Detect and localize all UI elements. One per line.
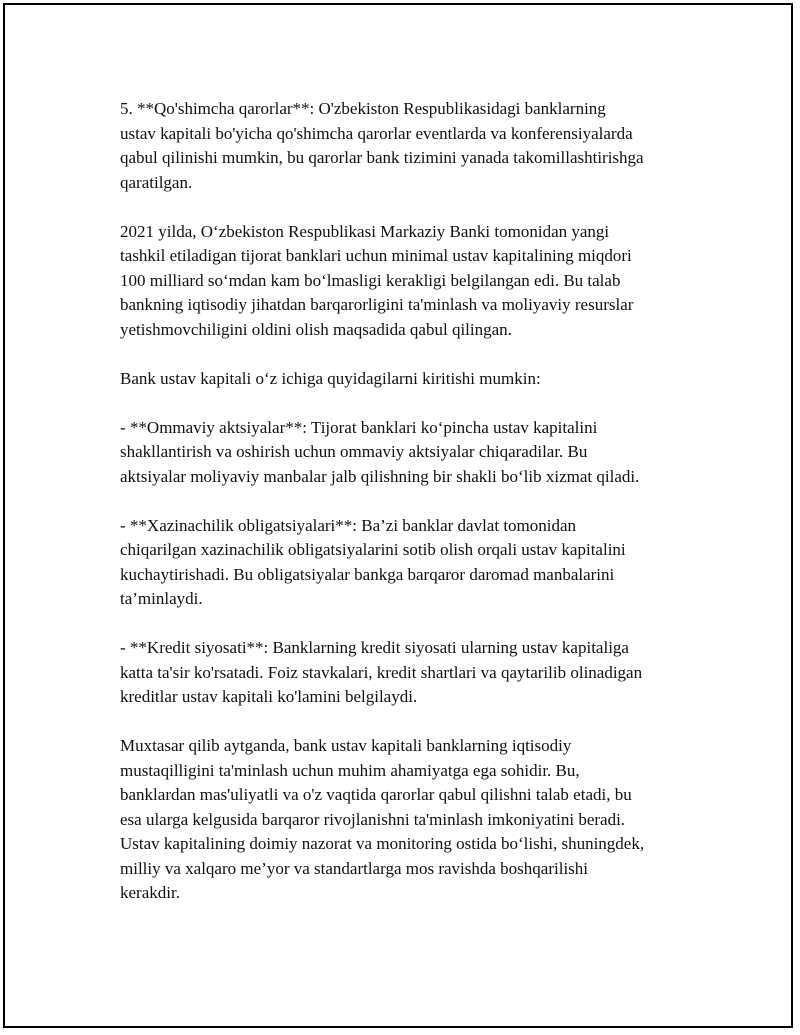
list-item-credit-policy: - **Kredit siyosati**: Banklarning kredit siyosati ularning ustav kapitaliga katta ta'sir ko'rsatadi. Foiz stavkalari, kredit shartlari va qaytarilib olinadigan kreditlar ustav kapitali ko'lamini belgilaydi.	[120, 638, 643, 706]
list-item-public-shares: - **Ommaviy aktsiyalar**: Tijorat banklari ko‘pincha ustav kapitalini shakllantirish va oshirish uchun ommaviy aktsiyalar chiqaradilar. Bu aktsiyalar moliyaviy manbalar jalb qilishning bir shakli bo‘lib xizmat qiladi.	[120, 417, 640, 486]
document-body	[120, 97, 695, 930]
paragraph-capital-components-intro: Bank ustav kapitali o‘z ichiga quyidagilarni kiritishi mumkin:	[120, 368, 541, 388]
paragraph-minimum-capital-2021: 2021 yilda, O‘zbekiston Respublikasi Markaziy Banki tomonidan yangi tashkil etiladigan tijorat banklari uchun minimal ustav kapitalining miqdori 100 milliard so‘mdan kam bo‘lmasligi kerakligi belgilangan edi. Bu talab bankning iqtisodiy jihatdan barqarorligini ta'minlash va moliyaviy resurslar yetishmovchiligini oldini olish maqsadida qabul qilingan.	[120, 221, 634, 339]
paragraph-additional-decisions: 5. **Qo'shimcha qarorlar**: O'zbekiston Respublikasidagi banklarning ustav kapitali bo'yicha qo'shimcha qarorlar eventlarda va konferensiyalarda qabul qilinishi mumkin, bu qarorlar bank tizimini yanada takomillashtirishga qaratilgan.	[120, 99, 644, 192]
list-item-treasury-bonds: - **Xazinachilik obligatsiyalari**: Ba’zi banklar davlat tomonidan chiqarilgan xazinachilik obligatsiyalarini sotib olish orqali ustav kapitalini kuchaytirishadi. Bu obligatsiyalar bankga barqaror daromad manbalarini ta’minlaydi.	[120, 515, 626, 608]
paragraph-conclusion: Muxtasar qilib aytganda, bank ustav kapitali banklarning iqtisodiy mustaqilligini ta'minlash uchun muhim ahamiyatga ega sohidir. Bu, banklardan mas'uliyatli va o'z vaqtida qarorlar qabul qilishni talab etadi, bu esa ularga kelgusida barqaror rivojlanishni ta'minlash imkoniyatini beradi. Ustav kapitalining doimiy nazorat va monitoring ostida bo‘lishi, shuningdek, milliy va xalqaro me’yor va standartlarga mos ravishda boshqarilishi kerakdir.	[120, 736, 645, 902]
page-frame	[3, 3, 793, 1028]
